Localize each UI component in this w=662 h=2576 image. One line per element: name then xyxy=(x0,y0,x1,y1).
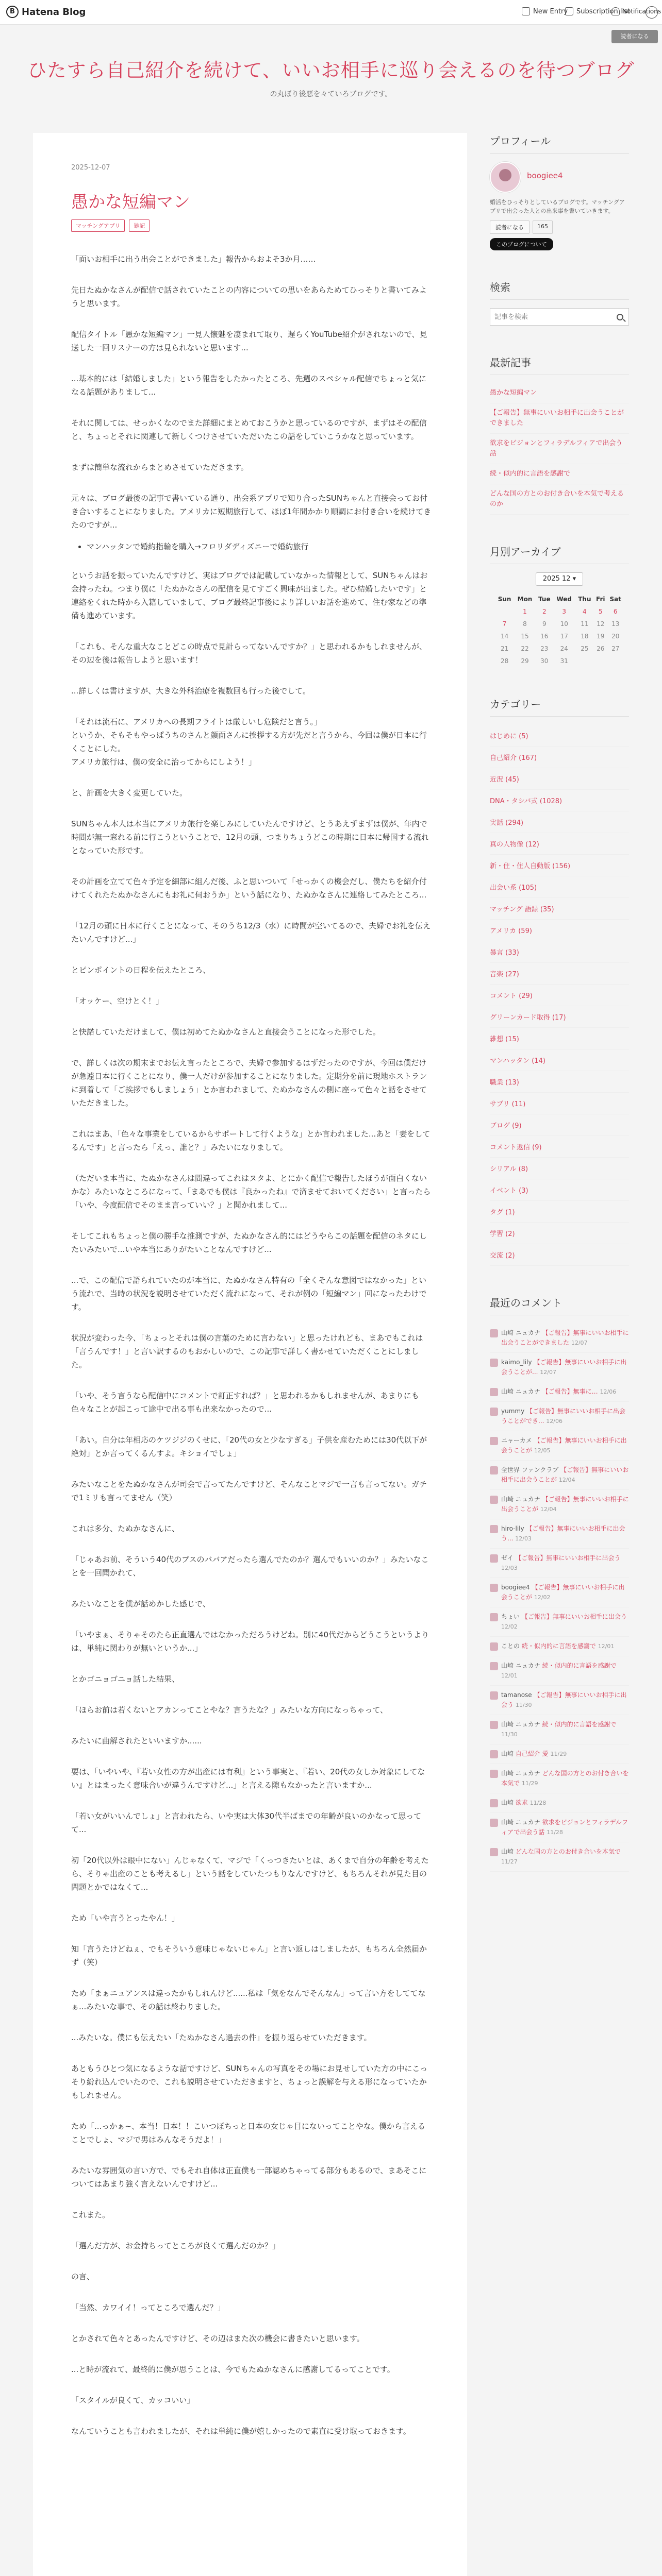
calendar-day[interactable]: 21 xyxy=(500,645,509,652)
comment-user[interactable]: 山崎 ニュカナ xyxy=(501,1819,540,1826)
category-link[interactable]: 雑想 (15) xyxy=(490,1028,629,1049)
profile-name[interactable]: boogiee4 xyxy=(527,171,563,180)
entry-paragraph: 「じゃあお前、そういう40代のブスのババアだったら選んでたのか？選んでもいいのか？」みたいなことを一回聞かれて、 xyxy=(71,1555,429,1578)
entry-paragraph: ため「いや言うとったやん！」 xyxy=(71,1913,179,1923)
comment-icon xyxy=(490,1359,498,1367)
calendar-day[interactable]: 4 xyxy=(583,608,587,615)
archive-calendar xyxy=(495,593,624,667)
search-input[interactable] xyxy=(490,309,611,325)
hatena-logo-icon: B xyxy=(6,6,19,18)
entry-paragraph: 「それは流石に、アメリカへの長期フライトは厳しいし危険だと言う。」 というか、そもそもやっぱうちのさんと顔面さんに挨拶する方が先だと言うから、今回は僕が日本に行くことにした。 アメリカ旅行は、僕の安全に治ってからにしよう！」 xyxy=(71,717,427,767)
entry-body xyxy=(71,252,432,2455)
category-link[interactable]: 職業 (13) xyxy=(490,1071,629,1093)
comment-date: 12/04 xyxy=(540,1506,557,1513)
entry-list-item: • マンハッタンで婚約指輪を購入→フロリダディズニーで婚約旅行 xyxy=(87,540,432,553)
category-link[interactable]: 暴言 (33) xyxy=(490,941,629,963)
category-link[interactable]: 音楽 (27) xyxy=(490,963,629,985)
calendar-weekday: Thu xyxy=(578,596,591,603)
comment-item xyxy=(490,1353,629,1382)
comment-user[interactable]: ゼイ xyxy=(501,1554,514,1562)
entry-categories xyxy=(71,219,150,232)
category-link[interactable]: イベント (3) xyxy=(490,1179,629,1201)
comment-user[interactable]: 山崎 ニュカナ xyxy=(501,1496,540,1503)
comment-entry-link[interactable]: 欲求をビジョンとフィラデルフィアで出会う話 xyxy=(501,1819,628,1836)
calendar-day[interactable]: 23 xyxy=(540,645,549,652)
comment-item xyxy=(490,1793,629,1813)
category-link[interactable]: コメント返信 (9) xyxy=(490,1136,629,1158)
category-link[interactable]: コメント (29) xyxy=(490,985,629,1006)
calendar-day[interactable]: 24 xyxy=(560,645,568,652)
entry-paragraph: と快諾していただけまして、僕は初めてたぬかなさんと直接会うことになった形でした。 xyxy=(71,1027,380,1037)
comment-user[interactable]: tamanose xyxy=(501,1691,532,1699)
comment-date: 12/01 xyxy=(598,1643,615,1650)
entry-paragraph: これまた。 xyxy=(71,2210,110,2219)
comment-user[interactable]: hiro-lily xyxy=(501,1525,524,1532)
comment-entry-link[interactable]: 続・似内的に言語を感謝で xyxy=(542,1721,617,1728)
comment-item xyxy=(490,1744,629,1764)
comment-icon xyxy=(490,1525,498,1533)
archive-module xyxy=(490,544,629,667)
calendar-day[interactable]: 13 xyxy=(611,620,620,628)
calendar-day[interactable]: 9 xyxy=(542,620,547,628)
comment-user[interactable]: ニャーカメ xyxy=(501,1437,532,1444)
category-list xyxy=(490,725,629,1266)
comment-icon xyxy=(490,1662,498,1670)
calendar-day[interactable]: 15 xyxy=(521,633,529,640)
categories-heading: カテゴリー xyxy=(490,696,629,717)
entry-paragraph: で、詳しくは次の期末までお伝え言ったところで、夫婦で参加するはずだったのですが、今回は僕だけが急遽日本に行くことになり、僕一人だけが参加することになりました。定期分を前に現地ホストランに到着して「ご挨拶でもしましょう」とか言われまして、たぬかなさんの側に座って色々と話をさせていただきました。 xyxy=(71,1058,427,1108)
comment-item xyxy=(490,1324,629,1353)
calendar-day[interactable]: 28 xyxy=(500,657,509,665)
comment-date: 11/29 xyxy=(550,1751,567,1757)
comment-icon xyxy=(490,1691,498,1700)
comment-icon xyxy=(490,1408,498,1416)
entry-paragraph: ...で、この配信で語られていたのが本当に、たぬかなさん特有の「全くそんな意図ではなかった」という流れで、当時の状況を説明させていただく流れになって、それが例の「短編マン」回になったわけです。 xyxy=(71,1276,427,1312)
comment-date: 12/06 xyxy=(600,1388,617,1395)
entry-paragraph: ため「...っかぁ~、本当！日本！！こいつぼちっと日本の女じゃ目にないってことやな。僕から言えることでしょ、マジで男はみんなそうだよ！」 xyxy=(71,2122,425,2144)
category-link[interactable]: タグ (1) xyxy=(490,1201,629,1223)
entry-paragraph: 要は、「いやいや、『若い女性の方が出産には有利』という事実と、『若い、20代の女しか対象にしてない』とはまったく意味合いが違うんですけど...」と言える隙もなかったと言いますか... xyxy=(71,1767,425,1790)
entry-paragraph: とピンポイントの日程を伝えたところ、 xyxy=(71,965,211,975)
list-icon xyxy=(565,7,573,15)
entry-paragraph: 初「20代以外は眼中にない」んじゃなくて、マジで「くっつきたいとは、あくまで自分の年齢を考えたら、そりゃ出産のことも考えるし」という話をしていたつもりなんですけど、もちろんそれが見た目の問題とかではなくて... xyxy=(71,1856,429,1892)
calendar-day[interactable]: 12 xyxy=(597,620,605,628)
avatar-face-icon xyxy=(499,169,511,181)
search-box xyxy=(490,308,629,326)
comment-icon xyxy=(490,1437,498,1445)
comment-date: 12/07 xyxy=(571,1340,588,1346)
hatena-blog-logo[interactable] xyxy=(6,6,86,18)
reader-count: 165 xyxy=(533,221,553,234)
recent-entry-link[interactable]: 続・似内的に言語を感謝で xyxy=(490,464,629,484)
comment-date: 12/06 xyxy=(546,1418,562,1425)
comment-user[interactable]: 全世界 ファンクラブ xyxy=(501,1466,559,1473)
calendar-day[interactable]: 20 xyxy=(611,633,620,640)
comment-user[interactable]: 山崎 ニュカナ xyxy=(501,1329,540,1336)
category-link[interactable]: 自己紹介 (167) xyxy=(490,747,629,768)
comment-date: 12/02 xyxy=(534,1594,551,1601)
calendar-day[interactable]: 31 xyxy=(560,657,568,665)
comment-user[interactable]: 山崎 xyxy=(501,1750,514,1757)
recent-comments-module xyxy=(490,1295,629,1872)
entry-paragraph: ...みたいな。僕にも伝えたい「たぬかなさん過去の件」を振り返らせていただきます。 xyxy=(71,2033,372,2042)
search-heading: 検索 xyxy=(490,279,629,300)
category-link[interactable]: マッチング 語録 (35) xyxy=(490,898,629,920)
comment-entry-link[interactable]: どんな国の方とのお付き合いを本気で xyxy=(515,1848,621,1855)
comment-user[interactable]: 山崎 ニュカナ xyxy=(501,1662,540,1669)
subscribe-blog-button[interactable]: 読者になる xyxy=(611,30,658,43)
comment-date: 11/30 xyxy=(501,1731,518,1738)
search-button[interactable] xyxy=(611,309,628,325)
category-link[interactable]: ブログ (9) xyxy=(490,1114,629,1136)
categories-module xyxy=(490,696,629,1266)
comment-entry-link[interactable]: 【ご報告】無事にいいお相手に出会う... xyxy=(501,1525,625,1542)
profile-heading: プロフィール xyxy=(490,133,629,154)
entry-paragraph: ...基本的には「結婚しました」という報告をしたかったところ、先週のスペシャル配信でちょっと気になる話題がありまして... xyxy=(71,374,427,397)
comment-entry-link[interactable]: 【ご報告】無事に… xyxy=(542,1388,598,1395)
sidebar xyxy=(490,133,629,1901)
calendar-weekday: Fri xyxy=(596,596,605,603)
comment-list xyxy=(490,1324,629,1872)
category-link[interactable]: シリアル (8) xyxy=(490,1158,629,1179)
comment-item xyxy=(490,1764,629,1793)
profile-description: 婚活をひっそりとしているブログです。マッチングアプリで出会った人との出来事を書いていきます。 xyxy=(490,199,625,214)
recent-entries-module xyxy=(490,354,629,515)
category-link[interactable]: 新・住・住人自動版 (156) xyxy=(490,855,629,876)
search-icon xyxy=(617,314,623,320)
comment-item xyxy=(490,1715,629,1744)
calendar-day xyxy=(594,655,607,667)
category-tag[interactable]: 雑記 xyxy=(129,219,150,232)
entry-paragraph: と、計画を大きく変更していた。 xyxy=(71,788,188,798)
calendar-weekday: Mon xyxy=(517,596,533,603)
calendar-day[interactable]: 16 xyxy=(540,633,549,640)
recent-entry-link[interactable]: どんな国の方とのお付き合いを本気で考えるのか xyxy=(490,484,629,515)
comment-user[interactable]: 山崎 xyxy=(501,1848,514,1855)
entry-paragraph: 先日たぬかなさんが配信で話されていたことの内容についての思いをあらためてひっそりと書いてみようと思います。 xyxy=(71,285,427,308)
comment-entry-link[interactable]: 【ご報告】無事にいいお相手に出会う xyxy=(501,1691,627,1708)
entry-paragraph: 知「言うたけどねぇ、でもそういう意味じゃないじゃん」と言い返しはしましたが、もちろん全然届かず（笑） xyxy=(71,1944,427,1967)
recent-list xyxy=(490,383,629,515)
entry-paragraph: 「若い女がいいんでしょ」と言われたら、いや実は大体30代半ばまでの年齢が良いのかなって思ってて... xyxy=(71,1811,422,1834)
calendar-day[interactable]: 14 xyxy=(500,633,509,640)
entry-title[interactable]: 愚かな短編マン xyxy=(71,192,190,212)
calendar-day[interactable]: 19 xyxy=(597,633,605,640)
comment-entry-link[interactable]: 続・似内的に言語を感謝で xyxy=(542,1662,617,1669)
comment-date: 12/03 xyxy=(501,1565,518,1571)
comment-entry-link[interactable]: 欲求 xyxy=(515,1799,528,1806)
comment-item xyxy=(490,1490,629,1519)
entry-paragraph: （ただいま本当に、たぬかなさんは間違ってこれはヌタよ、とにかく配信で報告したほうが面白くないかな）みたいなところになって、「まあでも僕は『良かったね』で済ませておいてください」と言ったら「いや、今度配信でそのまま言っていい？」と聞かれまして... xyxy=(71,1174,431,1210)
comment-icon xyxy=(490,1819,498,1827)
calendar-day[interactable]: 17 xyxy=(560,633,568,640)
entry-paragraph: みたいな雰囲気の言い方で、でもそれ自体は正直僕も一部認めちゃってる部分もあるので、まあそこについてはあまり強く言えないんですけど... xyxy=(71,2166,427,2189)
comment-icon xyxy=(490,1799,498,1807)
category-link[interactable]: 近況 (45) xyxy=(490,768,629,790)
comment-item xyxy=(490,1842,629,1872)
calendar-weekday: Wed xyxy=(556,596,572,603)
comment-user[interactable]: 山崎 xyxy=(501,1799,514,1806)
hatena-logo-text: Hatena Blog xyxy=(22,6,86,18)
comment-entry-link[interactable]: 【ご報告】無事にいいお相手に出会うことが xyxy=(501,1584,625,1601)
entry-paragraph: ...と時が流れて、最終的に僕が思うことは、今でもたぬかなさんに感謝してるってことです。 xyxy=(71,2365,395,2374)
entry-paragraph: なんていうことも言われましたが、それは単純に僕が嬉しかったので素直に受け取っておきます。 xyxy=(71,2427,411,2436)
blog-description: の丸ぼり後悪を々ていろブログです。 xyxy=(270,90,392,98)
pencil-icon xyxy=(522,7,530,15)
category-link[interactable]: 真の人物像 (12) xyxy=(490,833,629,855)
comment-user[interactable]: kaimo_lily xyxy=(501,1359,532,1366)
comment-item xyxy=(490,1402,629,1431)
entry-paragraph: とかゴニョゴニョ話した結果、 xyxy=(71,1674,180,1684)
calendar-day[interactable]: 30 xyxy=(540,657,549,665)
comment-date: 12/07 xyxy=(540,1369,556,1376)
calendar-day[interactable]: 3 xyxy=(562,608,567,615)
calendar-weekday: Sat xyxy=(609,596,621,603)
calendar-day[interactable]: 10 xyxy=(560,620,568,628)
comment-user[interactable]: 山崎 ニュカナ xyxy=(501,1388,540,1395)
calendar-day[interactable]: 25 xyxy=(581,645,589,652)
comment-date: 11/28 xyxy=(547,1829,563,1836)
about-blog-link[interactable]: このブログについて xyxy=(490,238,553,250)
entry-paragraph: ため「まぁニュアンスは違ったかもしれんけど......私は「気をなんでそんなん」って言い方をしててなぁ...みたいな事で、その話は終わりました。 xyxy=(71,1989,426,2011)
notifications-button[interactable] xyxy=(611,7,661,15)
entry-paragraph: 「面いお相手に出う出会ことができました」報告からおよそ3か月…… xyxy=(71,255,316,264)
bell-icon xyxy=(611,7,620,15)
blog-title[interactable]: ひたすら自己紹介を続けて、いいお相手に巡り会えるのを待つブログ xyxy=(27,59,635,81)
category-link[interactable]: 交流 (2) xyxy=(490,1244,629,1266)
comment-user[interactable]: 山崎 ニュカナ xyxy=(501,1721,540,1728)
category-link[interactable]: マンハッタン (14) xyxy=(490,1049,629,1071)
category-link[interactable]: はじめに (5) xyxy=(490,725,629,747)
comment-icon xyxy=(490,1584,498,1592)
comment-entry-link[interactable]: 【ご報告】無事にいいお相手に出会う xyxy=(521,1613,627,1620)
comment-icon xyxy=(490,1613,498,1621)
calendar-day[interactable]: 26 xyxy=(597,645,605,652)
category-link[interactable]: 実話 (294) xyxy=(490,811,629,833)
comment-icon xyxy=(490,1848,498,1856)
entry-paragraph: 「オッケー、空けとく！」 xyxy=(71,996,163,1006)
recent-entry-link[interactable]: 欲求をビジョンとフィラデルフィアで出会う話 xyxy=(490,434,629,464)
comment-date: 12/03 xyxy=(515,1535,532,1542)
entry-paragraph: 「ほらお前は若くないとアカンってことやな？言うたな？」みたいな方向になっちゃって、 xyxy=(71,1705,388,1715)
new-entry-label: New Entry xyxy=(533,7,568,15)
entry-paragraph: 「12月の頭に日本に行くことになって、そのうち12/3（水）に時間が空いてるので、夫婦でお礼を伝えたいんですけど...」 xyxy=(71,921,431,944)
calendar-day[interactable]: 2 xyxy=(542,608,547,615)
entry-paragraph: そしてこれもちょっと僕の勝手な推測ですが、たぬかなさん的にはどうやらこの話題を配信のネタにしたいみたいで...いや本当にありがたいことなんですけど... xyxy=(71,1231,427,1254)
entry-paragraph: あともうひとつ気になるような話ですけど、SUNちゃんの写真をその場にお見せしていた方の中にこっそり紛れ込んでいたので、これも説明させていただきますと、ちょっと誤解を与える形になっていたかもしれません。 xyxy=(71,2064,428,2100)
comment-date: 12/02 xyxy=(501,1623,518,1630)
archive-month-select[interactable]: 2025 12 ▾ xyxy=(536,572,583,586)
entry-paragraph: これはまあ、「色々な事業をしているからサポートして行くような」とか言われました...あと「妻をしてるんです」と言ったら「えっ、誰と？」みたいになりまして。 xyxy=(71,1129,431,1152)
category-link[interactable]: 出会い系 (105) xyxy=(490,876,629,898)
profile-avatar[interactable] xyxy=(490,162,521,193)
calendar-weekday: Sun xyxy=(498,596,511,603)
comment-item xyxy=(490,1549,629,1578)
calendar-day[interactable]: 27 xyxy=(611,645,620,652)
entry-paragraph: SUNちゃん本人は本当にアメリカ旅行を楽しみにしていたんですけど、とうあえずまずは僕が、年内で時間が無一窓れる前に行こうということで、12月の頭、つまりちょうどこの時期に日本に帰国する流れとなっていた形です。 xyxy=(71,819,429,855)
calendar-day[interactable]: 5 xyxy=(598,608,603,615)
calendar-day[interactable]: 18 xyxy=(581,633,589,640)
comment-icon xyxy=(490,1554,498,1563)
comment-entry-link[interactable]: 【ご報告】無事にいいお相手に出会うことができました xyxy=(501,1329,629,1346)
entry-paragraph: の言、 xyxy=(71,2272,95,2281)
comment-icon xyxy=(490,1721,498,1729)
comment-user[interactable]: 山崎 ニュカナ xyxy=(501,1770,540,1777)
entry-list xyxy=(87,540,432,553)
entry-paragraph: 「いや、そう言うなら配信中にコメントで訂正すれば？」と思われるかもしれませんが、あまりにも色々なことが起こって途中で出る事も出来なかったので... xyxy=(71,1391,419,1414)
calendar-day[interactable]: 7 xyxy=(502,620,507,628)
calendar-day[interactable]: 8 xyxy=(523,620,527,628)
entry-paragraph: それに関しては、せっかくなのでまた詳細にまとめておこうかと思っているのですが、まずはその配信と、ちょっとそれに関連して新しくつけさせていただいたこの話をしていこうかなと思っています。 xyxy=(71,418,427,441)
comment-date: 11/28 xyxy=(529,1800,547,1806)
comment-user[interactable]: yummy xyxy=(501,1408,525,1415)
entry-paragraph: 「いやまぁ、そりゃそのたら正直選んではなかっただろうけどね。別に40代だからどうこうというよりは、単純に関わりが無いというか...」 xyxy=(71,1630,429,1653)
comment-entry-link[interactable]: 自己紹介 愛 xyxy=(515,1750,549,1757)
comment-icon xyxy=(490,1388,498,1396)
entry-paragraph: 配信タイトル「愚かな短編マン」一見人懐魅を凄まれて取り、遅らくYouTube紹介がされないので、見送した一回リスナーの方は見られないと思います... xyxy=(71,330,427,352)
comment-item xyxy=(490,1578,629,1607)
entry-paragraph: ...詳しくは書けますが、大きな外科治療を複数回も行った後でして。 xyxy=(71,686,311,696)
entry-paragraph: みたいに曲解されたといいますか...... xyxy=(71,1736,202,1745)
entry-paragraph: 「あい。自分は年相応のケツジジのくせに、「20代の女と少なすぎる」子供を産むためには30代以下が絶対」とか言ってくるんすよ。キショイでしょ」 xyxy=(71,1435,427,1458)
calendar-day xyxy=(575,655,594,667)
calendar-day[interactable]: 1 xyxy=(523,608,527,615)
comments-heading: 最近のコメント xyxy=(490,1295,629,1315)
entry-paragraph: 「選んだ方が、お金持ちってところが良くて選んだのか？」 xyxy=(71,2241,280,2250)
profile-module xyxy=(490,133,629,250)
entry-paragraph: みたいなことをたぬかなさんが司会で言ってたんですけど、そんなことマジで一言も言ってない。ガチで1ミリも言ってません（笑） xyxy=(71,1480,427,1502)
comment-icon xyxy=(490,1770,498,1778)
archive-heading: 月別アーカイブ xyxy=(490,544,629,564)
comment-user[interactable]: ちょい xyxy=(501,1613,520,1620)
comment-item xyxy=(490,1519,629,1549)
comment-entry-link[interactable]: どんな国の方とのお付き合いを本気で xyxy=(501,1770,629,1787)
entry-paragraph: 「これも、そんな重大なことどこの時点で見計らってないんですか？」と思われるかもしれませんが、その辺を後は報告しようと思います！ xyxy=(71,642,427,665)
category-tag[interactable]: マッチングアプリ xyxy=(71,219,125,232)
entry-paragraph: まずは簡単な流れからまとめさせていただきます。 xyxy=(71,463,249,472)
comment-item xyxy=(490,1637,629,1656)
search-module xyxy=(490,279,629,326)
category-link[interactable]: サブリ (11) xyxy=(490,1093,629,1114)
comment-item xyxy=(490,1813,629,1842)
comment-icon xyxy=(490,1329,498,1337)
notifications-label: Notifications xyxy=(622,8,661,15)
comment-entry-link[interactable]: 【ご報告】無事にいいお相手に出会う xyxy=(515,1554,621,1562)
calendar-day xyxy=(607,655,624,667)
comment-item xyxy=(490,1607,629,1637)
comment-icon xyxy=(490,1642,498,1651)
entry-paragraph: 「当然、カワイイ！ってところで選んだ？」 xyxy=(71,2303,225,2312)
entry-article xyxy=(33,133,467,2576)
entry-paragraph: みたいなことを僕が話めかした感じで、 xyxy=(71,1599,210,1608)
comment-user[interactable]: boogiee4 xyxy=(501,1584,530,1591)
comment-item xyxy=(490,1431,629,1461)
category-link[interactable]: アメリカ (59) xyxy=(490,920,629,941)
comment-date: 11/27 xyxy=(501,1858,518,1865)
entry-paragraph: とかされて色々とあったんですけど、その辺はまた次の機会に書きたいと思います。 xyxy=(71,2334,365,2343)
category-link[interactable]: 学習 (2) xyxy=(490,1223,629,1244)
calendar-day[interactable]: 6 xyxy=(613,608,618,615)
comment-date: 11/29 xyxy=(521,1780,538,1787)
entry-date[interactable]: 2025-12-07 xyxy=(71,164,110,172)
comment-entry-link[interactable]: 【ご報告】無事にいいお相手に出会うことが xyxy=(501,1496,629,1513)
entry-paragraph: これは多分、たぬかなさんに、 xyxy=(71,1524,180,1533)
recent-heading: 最新記事 xyxy=(490,354,629,375)
calendar-day xyxy=(495,605,514,618)
comment-item xyxy=(490,1686,629,1715)
comment-item xyxy=(490,1382,629,1402)
entry-paragraph: 「スタイルが良くて、カッコいい」 xyxy=(71,2396,195,2405)
comment-entry-link[interactable]: 続・似内的に言語を感謝で xyxy=(521,1642,596,1650)
comment-icon xyxy=(490,1496,498,1504)
comment-item xyxy=(490,1656,629,1686)
comment-date: 11/30 xyxy=(515,1702,532,1708)
comment-icon xyxy=(490,1466,498,1475)
hatena-top-bar xyxy=(0,0,662,25)
calendar-day[interactable]: 29 xyxy=(521,657,529,665)
comment-entry-link[interactable]: 【ご報告】無事にいいお相手に出会うことができ... xyxy=(501,1408,626,1425)
comment-icon xyxy=(490,1750,498,1758)
recent-entry-link[interactable]: 愚かな短編マン xyxy=(490,383,629,403)
category-link[interactable]: グリーンカード取得 (17) xyxy=(490,1006,629,1028)
calendar-day[interactable]: 11 xyxy=(581,620,589,628)
new-entry-button[interactable] xyxy=(522,7,568,15)
comment-date: 12/04 xyxy=(558,1477,575,1483)
comment-date: 12/01 xyxy=(501,1672,518,1679)
comment-date: 12/05 xyxy=(534,1447,551,1454)
calendar-weekday: Tue xyxy=(538,596,551,603)
category-link[interactable]: DNA・タシバ式 (1028) xyxy=(490,790,629,811)
entry-paragraph: というお話を振っていたんですけど、実はブログでは記載していなかった情報として、SUNちゃんはお金持ったね。つまり僕に「たぬかなさんの配信を見てすごく興味が出ました。ぜひ結婚したいです」と連絡をくれた時から入籍していまして、ブログ最終記事後により詳しいお話を進めて、住む家などの準備も進めています。 xyxy=(71,571,428,620)
comment-item xyxy=(490,1461,629,1490)
entry-paragraph: 元々は、ブログ最後の記事で書いている通り、出会系アプリで知り合ったSUNちゃんと直接会ってお付き合いすることになりました。アメリカに短期旅行して、ほぼ1年間かかり順調にお付き合いを続けてきたのですが... xyxy=(71,494,432,530)
comment-entry-link[interactable]: 【ご報告】無事にいいお相手に出会うことが... xyxy=(501,1359,627,1376)
subscription-label: Subscription list xyxy=(576,7,630,15)
comment-entry-link[interactable]: 【ご報告】無事にいいお相手に出会うことが xyxy=(501,1437,627,1454)
recent-entry-link[interactable]: 【ご報告】無事にいいお相手に出会うことができました xyxy=(490,403,629,434)
entry-paragraph: その計画を立てて色々予定を細部に組んだ後、ふと思いついて「せっかくの機会だし、僕たちを紹介付けてくれたたぬかなさんにもお礼に伺おうか」という話になり、たぬかなさんに連絡してみたところ... xyxy=(71,877,427,900)
comment-user[interactable]: ことの xyxy=(501,1642,520,1650)
follow-reader-button[interactable]: 読者になる xyxy=(490,221,529,234)
calendar-day[interactable]: 22 xyxy=(521,645,529,652)
comment-entry-link[interactable]: 【ご報告】無事にいいお相手に出会うことが xyxy=(501,1466,629,1483)
entry-paragraph: 状況が変わった今、「ちょっとそれは僕の言葉のために言わない」と思ったけれども、まあでもこれは「言うんです！」と言い訳するのもおかしいので、この記事で詳しく書かせていただくことにしました。 xyxy=(71,1333,423,1369)
